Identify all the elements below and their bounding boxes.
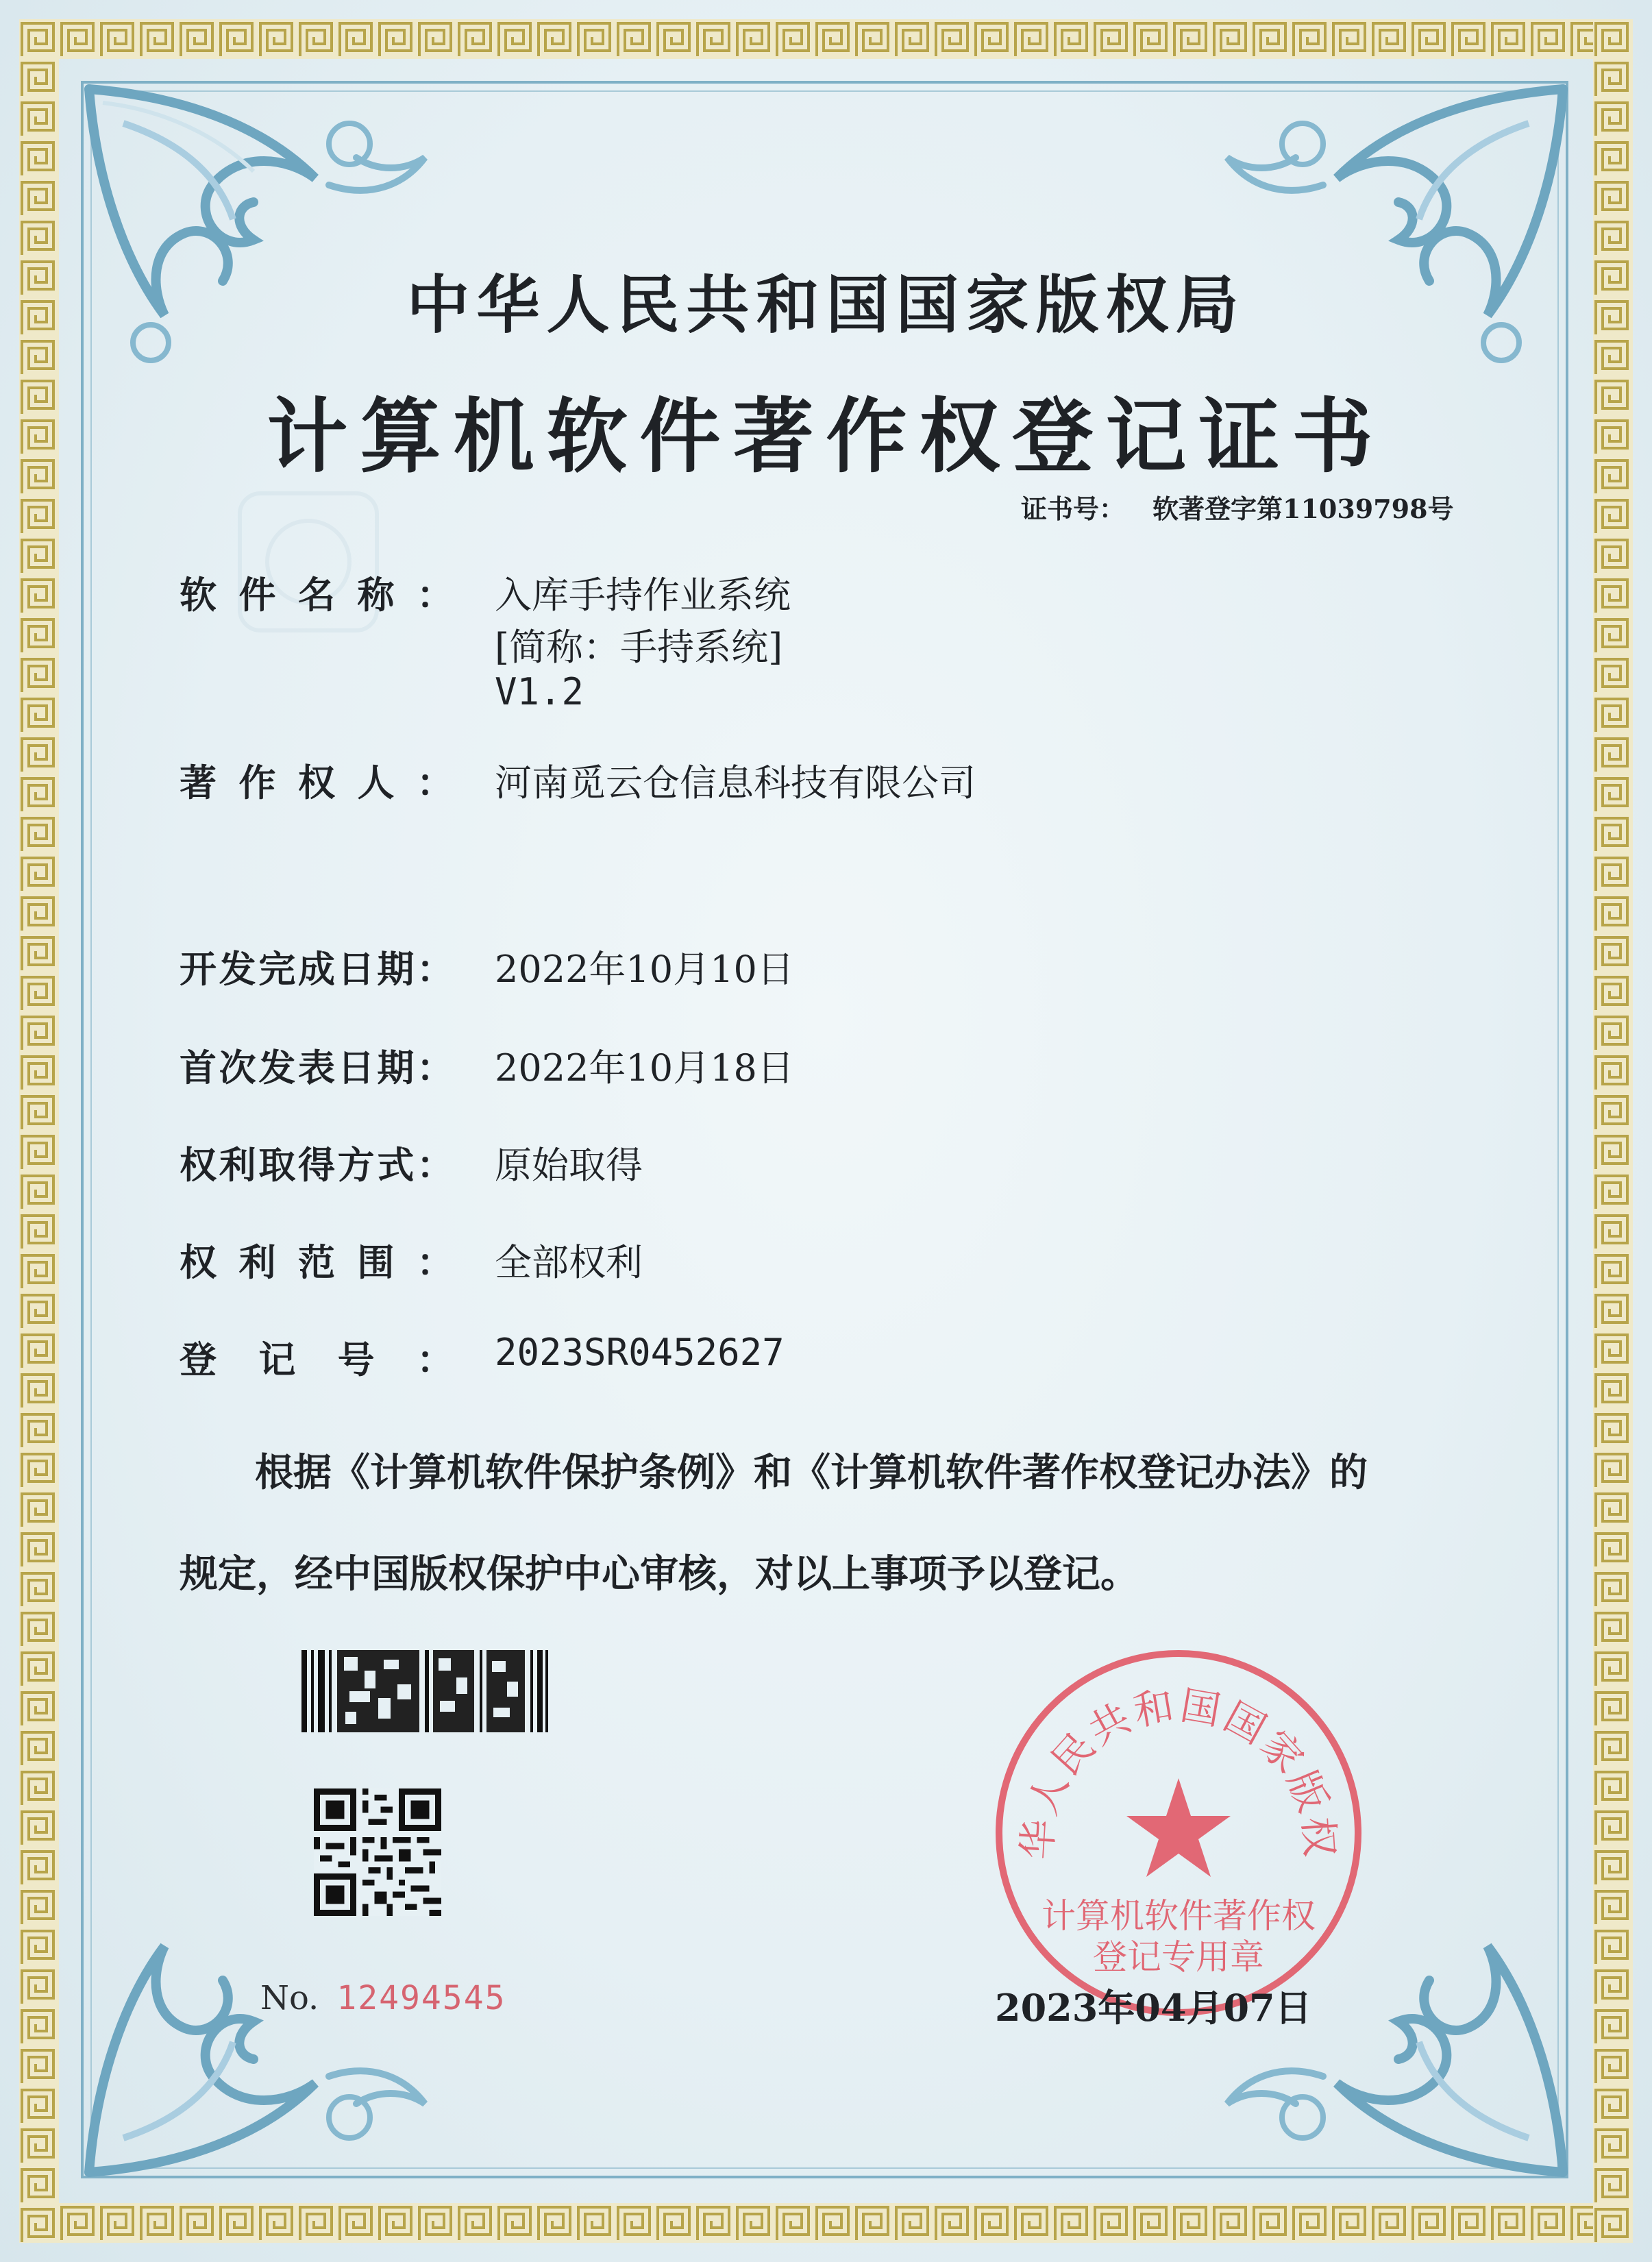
qr-code-graphic xyxy=(314,1788,441,1916)
serial-prefix: No. xyxy=(260,1979,319,2017)
software-version: V1.2 xyxy=(495,670,584,713)
software-name-label: 软件名称： xyxy=(180,573,454,617)
copyright-owner-value: 河南觅云仓信息科技有限公司 xyxy=(495,761,976,804)
serial-number-value: 12494545 xyxy=(336,1979,506,2017)
certificate-number xyxy=(1021,488,1454,526)
seal-outer-text: 华人民共和国国家版权 xyxy=(1013,1682,1344,1861)
frame-border-right xyxy=(1593,19,1633,2243)
certificate-number-value: 软著登字第11039798号 xyxy=(1152,493,1454,524)
seal-inner-line-2: 登记专用章 xyxy=(1093,1937,1264,1977)
registration-number-label: 登记号： xyxy=(180,1338,454,1381)
publication-date-value: 2022年10月18日 xyxy=(495,1046,794,1090)
corner-ornament-bottom-left xyxy=(82,1891,439,2179)
watermark-emblem xyxy=(226,480,391,644)
official-seal xyxy=(987,1641,1370,2025)
rights-scope-value: 全部权利 xyxy=(495,1241,643,1284)
copyright-owner-label: 著作权人： xyxy=(180,761,454,804)
certificate-title: 计算机软件著作权登记证书 xyxy=(267,389,1385,484)
acquisition-method-label: 权利取得方式： xyxy=(180,1143,454,1187)
rights-scope-label: 权利范围： xyxy=(180,1240,454,1284)
issuer-name: 中华人民共和国国家版权局 xyxy=(406,268,1246,342)
seal-star-icon xyxy=(1126,1778,1231,1877)
barcode-graphic xyxy=(301,1650,550,1732)
acquisition-method-value: 原始取得 xyxy=(495,1144,643,1187)
completion-date-value: 2022年10月10日 xyxy=(495,948,794,991)
issue-date: 2023年04月07日 xyxy=(995,1986,1312,2030)
statement-line-1: 根据《计算机软件保护条例》和《计算机软件著作权登记办法》的 xyxy=(255,1450,1368,1495)
publication-date-label: 首次发表日期： xyxy=(180,1046,454,1090)
frame-border-left xyxy=(19,19,59,2243)
frame-border-top xyxy=(19,19,1633,59)
seal-inner-line-1: 计算机软件著作权 xyxy=(1041,1896,1316,1936)
statement-line-2: 规定，经中国版权保护中心审核，对以上事项予以登记。 xyxy=(180,1551,1139,1597)
frame-border-bottom xyxy=(19,2203,1633,2243)
software-short-name: [简称：手持系统] xyxy=(495,626,783,669)
serial-number xyxy=(260,1979,506,2017)
software-name-value: 入库手持作业系统 xyxy=(495,574,791,617)
certificate-number-label: 证书号： xyxy=(1021,493,1126,524)
completion-date-label: 开发完成日期： xyxy=(180,947,454,991)
registration-number-value: 2023SR0452627 xyxy=(495,1331,785,1374)
